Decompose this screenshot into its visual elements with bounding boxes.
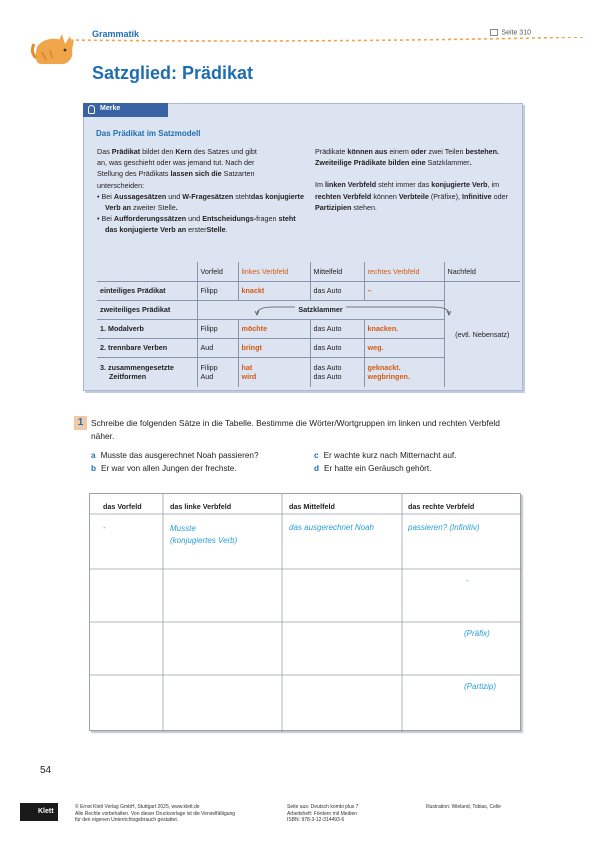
- reference-icon: [490, 29, 498, 36]
- option-c: c Er wachte kurz nach Mitternacht auf.: [314, 451, 457, 460]
- merke-text: einem: [389, 147, 409, 156]
- merke-text: Kern: [175, 147, 192, 156]
- page-number: 54: [40, 765, 52, 776]
- satzmodell-table: [97, 262, 522, 387]
- answer-cell[interactable]: -: [466, 576, 469, 585]
- cell: das Auto das Auto: [310, 357, 364, 387]
- answer-col-vorfeld: das Vorfeld: [103, 502, 142, 511]
- klett-logo: Klett: [20, 803, 58, 821]
- merke-bullet-text: Stelle: [206, 225, 226, 235]
- row-label: 2. trennbare Verben: [97, 338, 197, 357]
- cell: knackt: [238, 281, 310, 300]
- cat-illustration: [28, 24, 82, 72]
- merke-text: Prädikate: [315, 147, 346, 156]
- answer-cell[interactable]: (Präfix): [464, 629, 490, 638]
- merke-bullet-text: .: [175, 203, 178, 213]
- merke-text: bildet den: [140, 147, 176, 156]
- cell: Filipp: [197, 319, 238, 338]
- nachfeld-note: (evtl. Nebensatz): [444, 281, 520, 387]
- merke-text: zwei Teilen: [428, 147, 464, 156]
- merke-bullet-text: zweiter Stelle: [132, 203, 176, 213]
- merke-bullet-text: W-Fragesätzen: [182, 191, 234, 201]
- col-mittelfeld: Mittelfeld: [310, 262, 364, 281]
- merke-subheading: Das Prädikat im Satzmodell: [96, 129, 201, 138]
- answer-cell[interactable]: passieren? (Infinitiv): [408, 523, 480, 532]
- merke-text: oder: [408, 147, 429, 156]
- merke-text: .: [469, 158, 472, 168]
- task-number: 1: [74, 416, 87, 430]
- merke-text: bestehen. Zweiteilige Prädikate bilden eine: [315, 147, 500, 168]
- merke-bullet-text: und: [186, 214, 203, 224]
- merke-text: Satzarten: [223, 169, 255, 179]
- merke-text: steht immer das: [376, 180, 432, 190]
- merke-bullet-text: steht das konjugierte Verb an: [105, 214, 296, 235]
- merke-bullet-text: Aufforderungssätzen: [113, 214, 187, 224]
- satzklammer-label: Satzklammer: [197, 300, 444, 319]
- footer-source: Seite aus: Deutsch kombi plus 7 Arbeitsheft: Fördern mit Medien ISBN: 978-3-12-314493-6: [287, 804, 359, 823]
- cell: knacken.: [364, 319, 444, 338]
- merke-bullet-text: das konjugierte Verb an: [105, 191, 304, 213]
- row-label: einteiliges Prädikat: [97, 281, 197, 300]
- cell: –: [364, 281, 444, 300]
- bullet-icon: •: [97, 191, 102, 201]
- cell: weg.: [364, 338, 444, 357]
- option-b: b Er war von allen Jungen der frechste.: [91, 464, 237, 473]
- footer-illustrations: Illustration: Wieland, Tobias, Celle: [426, 804, 501, 810]
- merke-text: Das: [97, 147, 112, 156]
- merke-text: Stellung des Prädikats: [97, 169, 169, 179]
- merke-text: Infinitive: [462, 191, 492, 201]
- merke-bullet-text: und: [166, 191, 183, 201]
- section-label: Grammatik: [92, 29, 140, 39]
- answer-cell[interactable]: (Partizip): [464, 682, 497, 691]
- answer-col-rechts: das rechte Verbfeld: [408, 502, 475, 511]
- answer-col-mittel: das Mittelfeld: [289, 502, 335, 511]
- merke-text: konjugierte Verb: [431, 180, 488, 190]
- bullet-icon: •: [97, 214, 102, 224]
- merke-text: (Präfixe),: [428, 191, 463, 201]
- col-nachfeld: Nachfeld: [444, 262, 520, 281]
- merke-text: oder: [491, 191, 508, 201]
- merke-bullet-text: Bei: [101, 214, 114, 224]
- cell: das Auto: [310, 319, 364, 338]
- merke-text: rechten Verbfeld: [315, 191, 372, 201]
- merke-right-text: [315, 146, 515, 213]
- merke-bullet-text: Aussagesätzen: [113, 191, 167, 201]
- merke-bullet-text: fragen: [256, 214, 277, 224]
- answer-col-links: das linke Verbfeld: [170, 502, 232, 511]
- col-linkes-verbfeld: linkes Verbfeld: [238, 262, 310, 281]
- header-dotted-line: [10, 37, 590, 43]
- cell: Aud: [197, 338, 238, 357]
- merke-text: Satzklammer: [427, 158, 470, 168]
- merke-text: Partizipien: [315, 202, 352, 212]
- merke-text: Verbteile: [398, 191, 429, 201]
- cell: Filipp Aud: [197, 357, 238, 387]
- col-vorfeld: Vorfeld: [197, 262, 238, 281]
- cell: Filipp: [197, 281, 238, 300]
- row-label: zweiteiliges Prädikat: [97, 300, 197, 319]
- merke-tab: Merke: [83, 103, 168, 117]
- page-title: Satzglied: Prädikat: [92, 63, 254, 83]
- satzklammer-arrow: [253, 303, 453, 317]
- row-label: 3. zusammengesetzte Zeitformen: [97, 357, 197, 387]
- merke-text: Prädikat: [111, 147, 141, 156]
- cell: das Auto: [310, 338, 364, 357]
- answer-table: [89, 493, 521, 731]
- option-a: a Musste das ausgerechnet Noah passieren?: [91, 451, 259, 460]
- cell: geknackt. wegbringen.: [364, 357, 444, 387]
- merke-bullet-text: Entscheidungs-: [202, 214, 257, 224]
- answer-cell[interactable]: -: [103, 523, 106, 532]
- bulb-icon: [88, 105, 95, 114]
- page-reference: Seite 310: [490, 29, 531, 36]
- merke-bullet-text: erster: [188, 225, 207, 235]
- cell: hat wird: [238, 357, 310, 387]
- merke-text: Im: [315, 180, 325, 190]
- cell: bringt: [238, 338, 310, 357]
- merke-text: können: [371, 191, 399, 201]
- merke-bullet-text: steht: [233, 191, 251, 201]
- merke-text: linken Verbfeld: [324, 180, 377, 190]
- merke-bullet-text: Bei: [101, 191, 114, 201]
- answer-cell[interactable]: das ausgerechnet Noah: [289, 523, 374, 532]
- footer-copyright: © Ernst Klett Verlag GmbH, Stuttgart 2025, www.klett.de Alle Rechte vorbehalten. Von dieser Druckvorlage ist die Vervielfältigung für den eigenen Unterrichtsgebrauch gestattet.: [75, 804, 236, 823]
- cell: das Auto: [310, 281, 364, 300]
- cell: möchte: [238, 319, 310, 338]
- merke-text: des Satzes und gibt: [191, 147, 257, 156]
- row-label: 1. Modalverb: [97, 319, 197, 338]
- merke-text: unterscheiden:: [97, 180, 145, 190]
- merke-text: stehen.: [351, 202, 377, 212]
- col-rechtes-verbfeld: rechtes Verbfeld: [364, 262, 444, 281]
- answer-cell[interactable]: Musste (konjugiertes Verb): [170, 524, 238, 545]
- merke-text: können aus: [345, 147, 390, 156]
- merke-left-text: [97, 146, 307, 236]
- task-instruction: Schreibe die folgenden Sätze in die Tabelle. Bestimme die Wörter/Wortgruppen im linken und rechten Verbfeld näher.: [91, 418, 500, 441]
- merke-text: , im: [487, 180, 500, 190]
- merke-bullet-text: .: [225, 225, 228, 235]
- merke-text: lassen sich die: [168, 169, 224, 179]
- option-d: d Er hatte ein Geräusch gehört.: [314, 464, 432, 473]
- merke-text: an, was geschieht oder was jemand tut. Nach der: [97, 158, 255, 168]
